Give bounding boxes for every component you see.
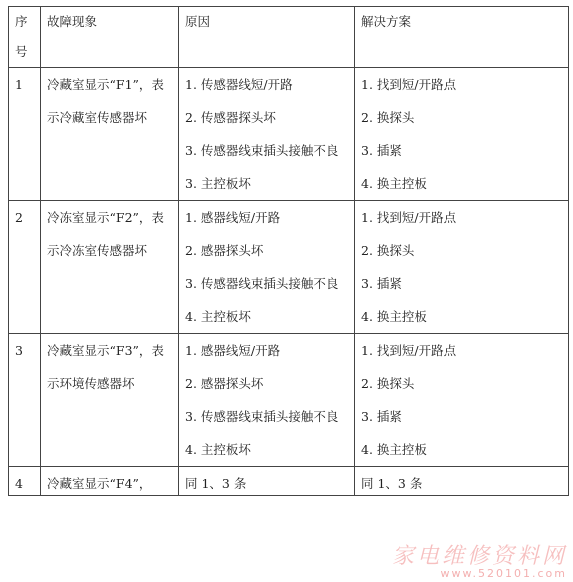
list-item: 3. 传感器线束插头接触不良 xyxy=(185,409,339,424)
row-number: 2 xyxy=(9,201,41,334)
cause-cell xyxy=(179,334,355,467)
table-header-row xyxy=(9,7,569,68)
symptom-text: 冷藏室显示“F4”， xyxy=(47,476,152,491)
header-cell-num: 序号 xyxy=(9,7,41,68)
header-cell-cause: 原因 xyxy=(179,7,355,68)
symptom-cell xyxy=(41,467,179,496)
table-row xyxy=(9,467,569,496)
symptom-cell: 冷藏室显示“F3”，表示环境传感器坏 xyxy=(41,334,179,467)
list-item: 3. 传感器线束插头接触不良 xyxy=(185,276,339,291)
list-item: 1. 感器线短/开路 xyxy=(185,343,281,358)
list-item: 1. 找到短/开路点 xyxy=(361,210,457,225)
list-item: 3. 传感器线束插头接触不良 xyxy=(185,143,339,158)
list-item: 2. 传感器探头坏 xyxy=(185,110,276,125)
list-item: 4. 主控板坏 xyxy=(185,309,251,324)
list-item: 2. 换探头 xyxy=(361,376,415,391)
cause-text: 同 1、3 条 xyxy=(185,476,247,491)
solution-cell xyxy=(355,467,569,496)
list-item: 1. 找到短/开路点 xyxy=(361,77,457,92)
list-item: 1. 找到短/开路点 xyxy=(361,343,457,358)
fault-table xyxy=(8,6,569,496)
row-number: 1 xyxy=(9,68,41,201)
list-item: 3. 插紧 xyxy=(361,143,402,158)
list-item: 4. 主控板坏 xyxy=(185,442,251,457)
solution-cell xyxy=(355,334,569,467)
list-item: 4. 换主控板 xyxy=(361,309,427,324)
watermark-url: www.520101.com xyxy=(440,567,567,580)
list-item: 3. 主控板坏 xyxy=(185,176,251,191)
table-row xyxy=(9,334,569,467)
solution-text: 同 1、3 条 xyxy=(361,476,423,491)
table-row xyxy=(9,201,569,334)
header-cell-symptom: 故障现象 xyxy=(41,7,179,68)
list-item: 2. 换探头 xyxy=(361,110,415,125)
solution-cell xyxy=(355,68,569,201)
symptom-cell: 冷藏室显示“F1”，表示冷藏室传感器坏 xyxy=(41,68,179,201)
list-item: 2. 换探头 xyxy=(361,243,415,258)
header-cell-solution: 解决方案 xyxy=(355,7,569,68)
list-item: 2. 感器探头坏 xyxy=(185,243,264,258)
symptom-cell: 冷冻室显示“F2”，表示冷冻室传感器坏 xyxy=(41,201,179,334)
watermark xyxy=(392,539,567,580)
table-row xyxy=(9,68,569,201)
row-number-text: 4 xyxy=(15,476,23,491)
list-item: 1. 传感器线短/开路 xyxy=(185,77,293,92)
solution-cell xyxy=(355,201,569,334)
cause-cell xyxy=(179,467,355,496)
list-item: 2. 感器探头坏 xyxy=(185,376,264,391)
cause-cell xyxy=(179,68,355,201)
list-item: 4. 换主控板 xyxy=(361,176,427,191)
watermark-text: 家电维修资料网 xyxy=(391,544,567,569)
cause-cell xyxy=(179,201,355,334)
list-item: 4. 换主控板 xyxy=(361,442,427,457)
list-item: 3. 插紧 xyxy=(361,276,402,291)
list-item: 1. 感器线短/开路 xyxy=(185,210,281,225)
row-number xyxy=(9,467,41,496)
list-item: 3. 插紧 xyxy=(361,409,402,424)
row-number: 3 xyxy=(9,334,41,467)
